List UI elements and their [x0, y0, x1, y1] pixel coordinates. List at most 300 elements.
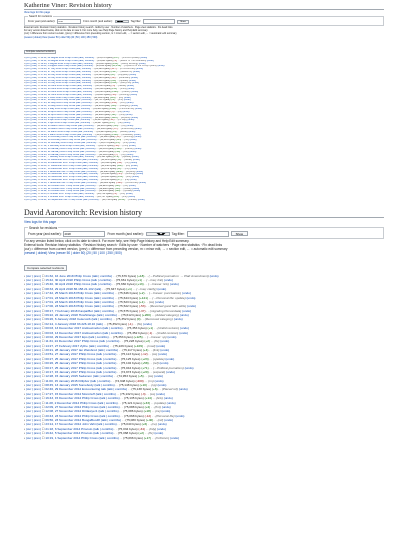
- select-checkbox[interactable]: ☐: [41, 352, 46, 357]
- cur-link[interactable]: (cur | prev): [25, 317, 42, 322]
- undo-link[interactable]: (undo): [135, 68, 143, 71]
- undo-link[interactable]: (undo): [129, 167, 138, 170]
- user-link[interactable]: Zythe: [80, 343, 88, 348]
- select-checkbox[interactable]: ☐: [37, 90, 41, 93]
- cur-link[interactable]: (cur | prev): [25, 273, 42, 278]
- select-checkbox[interactable]: ☐: [37, 139, 41, 142]
- revision-date-link[interactable]: 09:26, 6 January 2018: [45, 317, 77, 322]
- cur-link[interactable]: (cur | prev): [25, 105, 38, 108]
- undo-link[interactable]: (undo): [174, 413, 185, 418]
- cur-link[interactable]: (cur | prev): [25, 59, 38, 62]
- user-tools-links[interactable]: (talk | contribs): [91, 273, 113, 278]
- revision-date-link[interactable]: 09:55, 8 April 2018: [40, 119, 61, 122]
- select-checkbox[interactable]: ☐: [37, 179, 41, 182]
- user-link[interactable]: Philip Cross: [80, 400, 97, 405]
- user-tools-links[interactable]: (talk | contribs): [75, 113, 92, 116]
- revision-date-link[interactable]: 15:42, 30 April 2018: [45, 278, 73, 283]
- select-checkbox[interactable]: ☐: [41, 295, 46, 300]
- select-checkbox[interactable]: ☐: [37, 144, 41, 147]
- undo-link[interactable]: (undo): [126, 119, 135, 122]
- select-checkbox[interactable]: ☐: [41, 343, 46, 348]
- select-checkbox[interactable]: ☐: [41, 356, 46, 361]
- revision-date-link[interactable]: 11:34, 24 December 2017: [45, 339, 81, 344]
- cur-link[interactable]: (cur | prev): [25, 396, 42, 401]
- select-checkbox[interactable]: ☐: [41, 339, 46, 344]
- cur-link[interactable]: (cur | prev): [25, 413, 42, 418]
- revision-date-link[interactable]: 20:27, 7 January 2018: [40, 156, 65, 159]
- undo-link[interactable]: (undo): [155, 343, 166, 348]
- revision-date-link[interactable]: 21:12, 29 October 2017: [40, 184, 66, 187]
- undo-link[interactable]: (undo): [162, 396, 173, 401]
- select-checkbox[interactable]: ☐: [37, 122, 41, 125]
- user-link[interactable]: Andrewmellon: [81, 326, 102, 331]
- user-link[interactable]: Philip Cross: [63, 62, 77, 65]
- user-tools-links[interactable]: (talk | contribs): [93, 426, 114, 431]
- revision-date-link[interactable]: 00:26, 25 January 2017: [45, 361, 78, 366]
- user-link[interactable]: Epo: [82, 334, 88, 339]
- revision-date-link[interactable]: 22:09, 27 November 2014: [45, 404, 82, 409]
- user-tools-links[interactable]: (talk | contribs): [99, 339, 120, 344]
- undo-link[interactable]: (undo): [131, 156, 139, 159]
- revision-date-link[interactable]: 16:43, 15 December 2014: [45, 396, 82, 401]
- user-link[interactable]: Sedamon: [78, 374, 92, 379]
- revision-date-link[interactable]: 10:09, 18 February 2018: [40, 139, 67, 142]
- user-tools-links[interactable]: (talk | contribs): [80, 142, 97, 145]
- undo-link[interactable]: (undo): [156, 426, 166, 431]
- undo-link[interactable]: (undo): [131, 176, 139, 179]
- undo-link[interactable]: (undo): [169, 435, 180, 440]
- user-tools-links[interactable]: (talk | contribs): [82, 173, 98, 176]
- user-tools-links[interactable]: (talk | contribs): [77, 65, 93, 68]
- user-link[interactable]: Philip Cross: [66, 190, 80, 193]
- cur-link[interactable]: (cur | prev): [25, 383, 42, 388]
- cur-link[interactable]: (cur | prev): [25, 286, 42, 291]
- cur-link[interactable]: (cur | prev): [25, 108, 38, 110]
- select-checkbox[interactable]: ☐: [37, 73, 41, 76]
- user-link[interactable]: Encountering talk: [82, 387, 106, 392]
- select-checkbox[interactable]: ☐: [37, 56, 41, 59]
- cur-link[interactable]: (cur | prev): [25, 196, 38, 199]
- revision-date-link[interactable]: 08:59, 1 October 2017: [40, 196, 65, 199]
- undo-link[interactable]: (undo): [160, 404, 171, 409]
- user-link[interactable]: Philip Cross: [66, 144, 79, 147]
- select-checkbox[interactable]: ☐: [37, 93, 41, 96]
- revision-date-link[interactable]: 08:17, 7 February 2018: [45, 308, 78, 313]
- user-link[interactable]: Dirtlawyer1: [82, 409, 98, 414]
- user-tools-links[interactable]: (talk | contribs): [74, 108, 91, 110]
- user-tools-links[interactable]: (talk | contribs): [82, 159, 98, 162]
- select-checkbox[interactable]: ☐: [41, 282, 46, 287]
- cur-link[interactable]: (cur | prev): [25, 387, 42, 392]
- revision-date-link[interactable]: 09:03, 14 January 2018: [40, 153, 66, 156]
- undo-link[interactable]: (undo): [208, 273, 219, 278]
- user-tools-links[interactable]: (talk | contribs): [79, 190, 96, 193]
- select-checkbox[interactable]: ☐: [41, 326, 46, 331]
- undo-link[interactable]: (undo): [131, 82, 139, 85]
- revision-date-link[interactable]: 09:40, 12 June 2018: [40, 93, 63, 96]
- undo-link[interactable]: (undo): [186, 304, 197, 309]
- cur-link[interactable]: (cur | prev): [25, 142, 38, 145]
- select-checkbox[interactable]: ☐: [41, 387, 46, 392]
- user-link[interactable]: Ian Weisbrod: [78, 348, 97, 353]
- undo-link[interactable]: (undo): [130, 164, 138, 167]
- user-link[interactable]: Philip Cross: [66, 150, 80, 153]
- user-tools-links[interactable]: (talk | contribs): [96, 422, 117, 427]
- revision-date-link[interactable]: 16:42, 5 September 2014: [45, 431, 81, 436]
- undo-link[interactable]: (undo): [153, 431, 164, 436]
- year-input[interactable]: [63, 231, 105, 237]
- user-link[interactable]: Philip Cross: [63, 90, 76, 93]
- revision-date-link[interactable]: 14:16, 28 January 2018: [40, 147, 66, 150]
- undo-link[interactable]: (undo): [129, 179, 137, 182]
- revision-date-link[interactable]: 14:26, 15 April 2018: [40, 116, 62, 119]
- user-link[interactable]: Philip Cross: [66, 147, 80, 150]
- undo-link[interactable]: (undo): [123, 99, 131, 102]
- cur-link[interactable]: (cur | prev): [25, 190, 38, 193]
- user-tools-links[interactable]: (talk | contribs): [106, 387, 128, 392]
- user-tools-links[interactable]: (talk | contribs): [96, 369, 117, 374]
- user-link[interactable]: Philip Cross: [82, 404, 99, 409]
- select-checkbox[interactable]: ☐: [37, 85, 41, 88]
- user-link[interactable]: Piroculo: [81, 426, 93, 431]
- select-checkbox[interactable]: ☐: [37, 68, 41, 71]
- revision-date-link[interactable]: 11:37, 11 March 2018: [40, 130, 64, 133]
- revision-date-link[interactable]: 12:08, 27 November 2014: [45, 409, 82, 414]
- user-tools-links[interactable]: (talk | contribs): [82, 167, 98, 170]
- revision-date-link[interactable]: 11:28, 2 December 2014: [45, 400, 80, 405]
- select-checkbox[interactable]: ☐: [37, 133, 41, 136]
- revision-date-link[interactable]: 17:00, 23 March 2018: [45, 304, 76, 309]
- user-link[interactable]: Philip Cross: [81, 339, 99, 344]
- user-tools-links[interactable]: (talk | contribs): [79, 144, 96, 147]
- show-button[interactable]: Show: [177, 20, 188, 24]
- cur-link[interactable]: (cur | prev): [25, 199, 38, 201]
- cur-link[interactable]: (cur | prev): [25, 426, 42, 431]
- user-link[interactable]: Philip Cross: [68, 176, 82, 179]
- user-link[interactable]: Philip Cross: [68, 164, 82, 167]
- revision-date-link[interactable]: 02:14, 4 January 2018: [45, 321, 77, 326]
- undo-link[interactable]: (undo): [156, 65, 165, 68]
- select-checkbox[interactable]: ☐: [37, 162, 41, 165]
- user-link[interactable]: Philip Cross: [68, 159, 82, 162]
- select-checkbox[interactable]: ☐: [37, 113, 41, 116]
- user-tools-links[interactable]: (talk | contribs): [75, 96, 91, 99]
- user-tools-links[interactable]: (talk | contribs): [94, 383, 115, 388]
- revision-date-link[interactable]: 16:14, 19 November 2017: [40, 176, 69, 179]
- select-checkbox[interactable]: ☐: [41, 321, 46, 326]
- select-checkbox[interactable]: ☐: [37, 130, 41, 133]
- user-tools-links[interactable]: (talk | contribs): [97, 400, 118, 405]
- cur-link[interactable]: (cur | prev): [25, 378, 42, 383]
- revision-date-link[interactable]: 09:47, 10 December 2017: [40, 167, 69, 170]
- cur-link[interactable]: (cur | prev): [25, 122, 38, 125]
- undo-link[interactable]: (undo): [157, 352, 168, 357]
- select-checkbox[interactable]: ☐: [41, 391, 46, 396]
- user-link[interactable]: Philip Cross: [67, 170, 81, 173]
- user-tools-links[interactable]: (talk | contribs): [76, 133, 93, 136]
- user-tools-links[interactable]: (talk | contribs): [98, 409, 119, 414]
- user-tools-links[interactable]: (talk | contribs): [79, 150, 96, 153]
- user-link[interactable]: 86.158.21.102: [73, 286, 94, 291]
- undo-link[interactable]: (undo): [159, 348, 170, 353]
- user-tools-links[interactable]: (talk | contribs): [80, 136, 97, 139]
- undo-link[interactable]: (undo): [128, 79, 136, 82]
- cur-link[interactable]: (cur | prev): [25, 147, 38, 150]
- user-tools-links[interactable]: (talk | contribs): [78, 156, 95, 159]
- undo-link[interactable]: (undo): [138, 181, 146, 184]
- select-checkbox[interactable]: ☐: [41, 313, 46, 318]
- user-link[interactable]: Philip Cross: [74, 273, 91, 278]
- select-checkbox[interactable]: ☐: [37, 142, 41, 145]
- undo-link[interactable]: (undo): [132, 190, 141, 193]
- cur-link[interactable]: (cur | prev): [25, 339, 42, 344]
- cur-link[interactable]: (cur | prev): [25, 156, 38, 159]
- user-tools-links[interactable]: (talk | contribs): [91, 317, 112, 322]
- undo-link[interactable]: (undo): [158, 361, 169, 366]
- cur-link[interactable]: (cur | prev): [25, 133, 38, 136]
- cur-link[interactable]: (cur | prev): [25, 71, 38, 74]
- user-tools-links[interactable]: (talk | contribs): [82, 162, 98, 165]
- undo-link[interactable]: (undo): [130, 105, 139, 108]
- cur-link[interactable]: (cur | prev): [25, 136, 38, 139]
- select-checkbox[interactable]: ☐: [37, 136, 41, 139]
- user-tools-links[interactable]: (talk | contribs): [92, 374, 114, 379]
- select-checkbox[interactable]: ☐: [37, 176, 41, 179]
- user-link[interactable]: John Vahi: [82, 422, 96, 427]
- revision-date-link[interactable]: 14:11, 22 August 2018: [40, 56, 65, 59]
- user-tools-links[interactable]: (talk | contribs): [79, 184, 96, 187]
- revision-date-link[interactable]: 12:40, 21 January 2018: [40, 150, 66, 153]
- user-tools-links[interactable]: (talk | contribs): [75, 99, 92, 102]
- undo-link[interactable]: (undo): [133, 127, 142, 130]
- select-checkbox[interactable]: ☐: [41, 278, 46, 283]
- user-tools-links[interactable]: (talk | contribs): [88, 343, 109, 348]
- user-link[interactable]: Philip Cross: [62, 68, 75, 71]
- pagination-nav[interactable]: (newest | oldest) View (newer 50 | older 50) (20 | 50 | 100 | 250 | 500): [24, 251, 122, 256]
- revision-date-link[interactable]: 20:32, 29 April 2018: [40, 110, 62, 113]
- cur-link[interactable]: (cur | prev): [25, 65, 38, 68]
- undo-link[interactable]: (undo): [127, 130, 136, 133]
- revision-date-link[interactable]: 20:41, 24 September 2017: [40, 199, 69, 201]
- revision-date-link[interactable]: 06:56, 23 November 2014: [45, 418, 82, 423]
- cur-link[interactable]: (cur | prev): [25, 418, 42, 423]
- cur-link[interactable]: (cur | prev): [25, 404, 42, 409]
- cur-link[interactable]: (cur | prev): [25, 119, 38, 122]
- select-checkbox[interactable]: ☐: [41, 291, 46, 296]
- undo-link[interactable]: (undo): [133, 147, 142, 150]
- undo-link[interactable]: (undo): [163, 278, 173, 283]
- user-link[interactable]: Philip Cross: [62, 110, 76, 113]
- revision-date-link[interactable]: 17:52, 4 February 2018: [40, 144, 66, 147]
- revision-date-link[interactable]: 10:13, 6 May 2018: [40, 108, 61, 110]
- cur-link[interactable]: (cur | prev): [25, 125, 38, 128]
- revision-date-link[interactable]: 17:43, 20 July 2018: [40, 73, 62, 76]
- user-link[interactable]: Philip Cross: [78, 352, 96, 357]
- select-checkbox[interactable]: ☐: [41, 378, 46, 383]
- cur-link[interactable]: (cur | prev): [25, 79, 38, 82]
- revision-date-link[interactable]: 11:00, 15 January 2015: [45, 378, 78, 383]
- cur-link[interactable]: (cur | prev): [25, 144, 38, 147]
- revision-date-link[interactable]: 11:21, 5 August 2018: [40, 65, 63, 68]
- user-link[interactable]: Philip Cross: [76, 291, 93, 296]
- cur-link[interactable]: (cur | prev): [25, 62, 38, 65]
- user-tools-links[interactable]: (talk | contribs): [96, 352, 117, 357]
- select-checkbox[interactable]: ☐: [41, 369, 46, 374]
- cur-link[interactable]: (cur | prev): [25, 193, 38, 196]
- cur-link[interactable]: (cur | prev): [25, 68, 38, 71]
- undo-link[interactable]: (undo): [168, 282, 179, 287]
- revision-date-link[interactable]: 21:18, 6 September 2014: [45, 426, 81, 431]
- cur-link[interactable]: (cur | prev): [25, 56, 38, 59]
- undo-link[interactable]: (undo): [134, 108, 142, 110]
- user-tools-links[interactable]: (talk | contribs): [75, 116, 92, 119]
- user-tools-links[interactable]: (talk | contribs): [75, 102, 92, 105]
- user-link[interactable]: Philip Cross: [64, 130, 77, 133]
- revision-date-link[interactable]: 13:02, 18 March 2018: [40, 127, 64, 130]
- cur-link[interactable]: (cur | prev): [25, 291, 42, 296]
- select-checkbox[interactable]: ☐: [37, 187, 41, 190]
- user-tools-links[interactable]: (talk | contribs): [75, 73, 92, 76]
- cur-link[interactable]: (cur | prev): [25, 299, 42, 304]
- user-tools-links[interactable]: (talk | contribs): [98, 435, 119, 440]
- revision-date-link[interactable]: 12:43, 5 August 2018: [40, 62, 64, 65]
- revision-date-link[interactable]: 08:33, 29 April 2018: [45, 286, 73, 291]
- user-link[interactable]: Philip Cross: [62, 71, 75, 74]
- undo-link[interactable]: (undo): [130, 90, 139, 93]
- cur-link[interactable]: (cur | prev): [25, 164, 38, 167]
- user-link[interactable]: Moncrieff: [82, 391, 95, 396]
- user-tools-links[interactable]: (talk | contribs): [96, 313, 117, 318]
- user-link[interactable]: Philip Cross: [73, 282, 91, 287]
- user-link[interactable]: Philip Cross: [62, 105, 76, 108]
- revision-date-link[interactable]: 19:49, 4 March 2018: [40, 133, 63, 136]
- select-checkbox[interactable]: ☐: [37, 96, 41, 99]
- undo-link[interactable]: (undo): [181, 308, 192, 313]
- user-tools-links[interactable]: (talk | contribs): [75, 82, 92, 85]
- undo-link[interactable]: (undo): [128, 139, 137, 142]
- revision-date-link[interactable]: 20:43, 27 July 2018: [40, 68, 62, 71]
- cur-link[interactable]: (cur | prev): [25, 167, 38, 170]
- select-checkbox[interactable]: ☐: [37, 105, 41, 108]
- revision-date-link[interactable]: 20:43, 23 November 2014: [45, 413, 82, 418]
- select-checkbox[interactable]: ☐: [37, 116, 41, 119]
- user-link[interactable]: Philip Cross: [64, 156, 78, 159]
- select-checkbox[interactable]: ☐: [37, 71, 41, 74]
- user-link[interactable]: Philip Cross: [82, 413, 99, 418]
- select-checkbox[interactable]: ☐: [37, 190, 41, 193]
- select-checkbox[interactable]: ☐: [37, 110, 41, 113]
- select-checkbox[interactable]: ☐: [37, 150, 41, 153]
- cur-link[interactable]: (cur | prev): [25, 334, 42, 339]
- cur-link[interactable]: (cur | prev): [25, 159, 38, 162]
- undo-link[interactable]: (undo): [129, 162, 138, 165]
- user-tools-links[interactable]: (talk | contribs): [75, 105, 92, 108]
- select-checkbox[interactable]: ☐: [41, 308, 46, 313]
- user-tools-links[interactable]: (talk | contribs): [93, 431, 114, 436]
- undo-link[interactable]: (undo): [159, 339, 170, 344]
- user-link[interactable]: Philip Cross: [64, 127, 78, 130]
- user-tools-links[interactable]: (talk | contribs): [100, 418, 122, 423]
- user-link[interactable]: Philip Cross: [66, 153, 80, 156]
- user-tools-links[interactable]: (talk | contribs): [77, 127, 94, 130]
- view-logs-link[interactable]: View logs for this page: [24, 219, 57, 224]
- select-checkbox[interactable]: ☐: [41, 317, 46, 322]
- undo-link[interactable]: (undo): [127, 196, 136, 199]
- user-tools-links[interactable]: (talk | contribs): [74, 122, 91, 125]
- user-tools-links[interactable]: (talk | contribs): [102, 330, 123, 335]
- cur-link[interactable]: (cur | prev): [25, 184, 38, 187]
- cur-link[interactable]: (cur | prev): [25, 139, 38, 142]
- user-link[interactable]: Philip Cross: [62, 116, 76, 119]
- user-tools-links[interactable]: (talk | contribs): [90, 378, 111, 383]
- cur-link[interactable]: (cur | prev): [25, 304, 42, 309]
- cur-link[interactable]: (cur | prev): [25, 150, 38, 153]
- select-checkbox[interactable]: ☐: [37, 127, 41, 130]
- revision-date-link[interactable]: 21:30, 11 February 2018: [40, 142, 67, 145]
- select-checkbox[interactable]: ☐: [37, 184, 41, 187]
- select-checkbox[interactable]: ☐: [41, 400, 46, 405]
- revision-date-link[interactable]: 17:48, 22 October 2017: [40, 187, 66, 190]
- user-tools-links[interactable]: (talk | contribs): [96, 356, 117, 361]
- user-tools-links[interactable]: (talk | contribs): [82, 179, 98, 182]
- cur-link[interactable]: (cur | prev): [25, 116, 38, 119]
- user-link[interactable]: Philip Cross: [78, 369, 96, 374]
- user-link[interactable]: KasparBot: [78, 308, 93, 313]
- revision-date-link[interactable]: 14:02, 15 October 2017: [40, 190, 66, 193]
- select-checkbox[interactable]: ☐: [41, 422, 46, 427]
- revision-date-link[interactable]: 18:11, 31 December 2017: [40, 159, 68, 162]
- show-button[interactable]: Show: [231, 231, 249, 236]
- revision-date-link[interactable]: 02:46, 29 December 2014: [45, 387, 82, 392]
- cur-link[interactable]: (cur | prev): [25, 85, 38, 88]
- undo-link[interactable]: (undo): [122, 122, 131, 125]
- user-tools-links[interactable]: (talk | contribs): [78, 56, 95, 59]
- revision-date-link[interactable]: 17:01, 23 March 2018: [45, 295, 76, 300]
- undo-link[interactable]: (undo): [125, 125, 134, 128]
- user-tools-links[interactable]: (talk | contribs): [75, 68, 92, 71]
- user-link[interactable]: Philip Cross: [67, 139, 81, 142]
- revision-date-link[interactable]: 00:17, 25 January 2017: [45, 365, 78, 370]
- revision-date-link[interactable]: 21:08, 3 June 2018: [40, 96, 61, 99]
- user-link[interactable]: Philip Cross: [66, 187, 80, 190]
- user-link[interactable]: Philip Cross: [64, 193, 78, 196]
- select-checkbox[interactable]: ☐: [41, 435, 46, 440]
- select-checkbox[interactable]: ☐: [41, 418, 46, 423]
- user-link[interactable]: Andrewmellon: [81, 330, 102, 335]
- user-link[interactable]: Philip Cross: [73, 278, 91, 283]
- tag-input[interactable]: [143, 19, 175, 24]
- undo-link[interactable]: (undo): [131, 187, 140, 190]
- user-tools-links[interactable]: (talk | contribs): [88, 334, 109, 339]
- user-tools-links[interactable]: (talk | contribs): [76, 93, 93, 96]
- user-tools-links[interactable]: (talk | contribs): [97, 348, 119, 353]
- revision-date-link[interactable]: 15:40, 30 April 2018: [45, 282, 73, 287]
- user-link[interactable]: Philip Cross: [62, 99, 76, 102]
- cur-link[interactable]: (cur | prev): [25, 422, 42, 427]
- revision-date-link[interactable]: 15:24, 25 February 2018: [40, 136, 67, 139]
- user-link[interactable]: Philip Cross: [82, 396, 99, 401]
- undo-link[interactable]: (undo): [126, 85, 134, 88]
- cur-link[interactable]: (cur | prev): [25, 102, 38, 105]
- undo-link[interactable]: (undo): [163, 418, 174, 423]
- user-link[interactable]: Philip Cross: [64, 196, 78, 199]
- undo-link[interactable]: (undo): [146, 59, 154, 62]
- undo-link[interactable]: (undo): [154, 299, 164, 304]
- cur-link[interactable]: (cur | prev): [25, 179, 38, 182]
- revision-date-link[interactable]: 09:12, 19 July 2018: [40, 76, 62, 79]
- undo-link[interactable]: (undo): [156, 286, 167, 291]
- select-checkbox[interactable]: ☐: [37, 153, 41, 156]
